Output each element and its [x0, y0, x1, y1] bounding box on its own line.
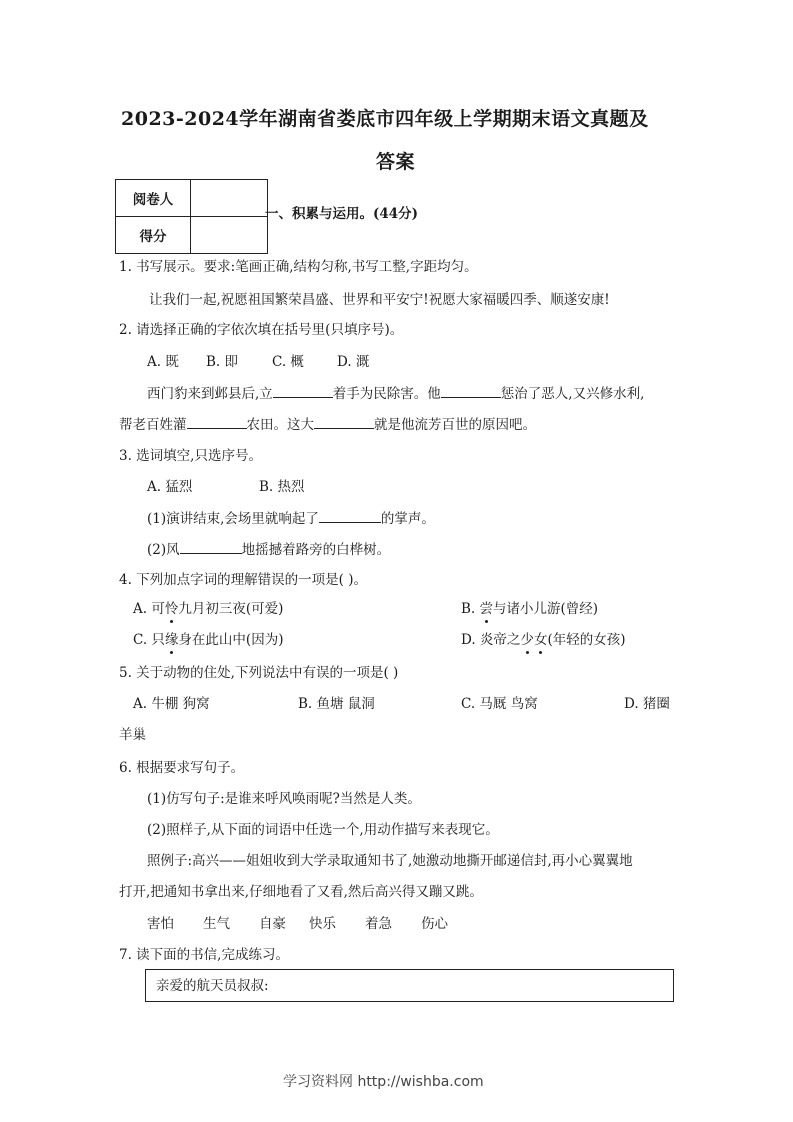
q4-text: (年轻的女孩) — [547, 632, 626, 648]
q2-text: 西门豹来到邺县后,立 — [147, 386, 273, 402]
q5-option-d-cont: 羊巢 — [119, 727, 146, 743]
q2-passage-line1 — [147, 383, 644, 404]
q2-option-d: D. 溉 — [337, 354, 370, 370]
q6-word-list — [147, 914, 461, 934]
score-label: 得分 — [116, 217, 191, 254]
word-item: 伤心 — [421, 916, 448, 932]
letter-box — [145, 969, 674, 1002]
q2-option-c: C. 概 — [272, 354, 304, 370]
q1-text: 让我们一起,祝愿祖国繁荣昌盛、世界和平安宁!祝愿大家福暖四季、顺遂安康! — [149, 292, 610, 308]
q2-stem: 2. 请选择正确的字依次填在括号里(只填序号)。 — [119, 322, 404, 338]
q2-text: 帮老百姓灌 — [119, 417, 187, 433]
q4-text: 身在此山中(因为) — [178, 632, 284, 648]
page-title: 2023-2024学年湖南省娄底市四年级上学期期末语文真题及 — [121, 108, 649, 130]
q5-stem: 5. 关于动物的住处,下列说法中有误的一项是( ) — [119, 665, 399, 681]
answer-blank[interactable] — [441, 383, 501, 398]
q4-text: C. 只 — [133, 632, 165, 648]
q4-text: 与诸小儿游(曾经) — [493, 601, 599, 617]
q6-stem: 6. 根据要求写句子。 — [119, 760, 245, 776]
q2-option-a: A. 既 — [147, 354, 179, 370]
q6-example-line1: 照例子:高兴——姐姐收到大学录取通知书了,她激动地撕开邮递信封,再小心翼翼地 — [147, 853, 633, 869]
word-item: 害怕 — [147, 916, 174, 932]
q2-passage-line2 — [119, 414, 536, 435]
q3-option-a: A. 猛烈 — [147, 479, 193, 495]
answer-blank[interactable] — [319, 508, 381, 523]
word-item: 自豪 — [259, 916, 286, 932]
dotted-char: 尝 — [479, 601, 494, 617]
q4-text: B. — [461, 601, 480, 617]
dotted-char: 女 — [533, 632, 548, 648]
q3-sentence-1 — [147, 508, 435, 529]
q4-stem: 4. 下列加点字词的理解错误的一项是( )。 — [119, 572, 367, 588]
q3-sentence-2 — [147, 539, 390, 560]
word-item: 着急 — [365, 916, 392, 932]
q3-text: (1)演讲结束,会场里就响起了 — [147, 511, 319, 527]
score-field[interactable] — [191, 217, 268, 254]
q2-text: 农田。这大 — [246, 417, 314, 433]
q3-text: 地摇撼着路旁的白桦树。 — [241, 542, 391, 558]
q1-stem: 1. 书写展示。要求:笔画正确,结构匀称,书写工整,字距均匀。 — [119, 259, 478, 275]
q4-text: 九月初三夜(可爱) — [178, 601, 284, 617]
q7-stem: 7. 读下面的书信,完成练习。 — [119, 947, 289, 963]
footer-watermark: 学习资料网 http://wishba.com — [283, 1074, 484, 1090]
q6-example-line2: 打开,把通知书拿出来,仔细地看了又看,然后高兴得又蹦又跳。 — [119, 884, 483, 900]
q3-stem: 3. 选词填空,只选序号。 — [119, 448, 262, 464]
q5-option-a: A. 牛棚 狗窝 — [133, 696, 210, 712]
reviewer-field[interactable] — [191, 180, 268, 217]
q5-option-c: C. 马厩 鸟窝 — [461, 696, 538, 712]
letter-greeting: 亲爱的航天员叔叔: — [156, 978, 269, 994]
q4-option-b — [461, 599, 598, 619]
dotted-char: 怜 — [164, 601, 179, 617]
score-table — [115, 179, 268, 254]
q2-option-b: B. 即 — [206, 354, 239, 370]
page-title-cont: 答案 — [376, 151, 416, 173]
q6-sentence-1: (1)仿写句子:是谁来呼风唤雨呢?当然是人类。 — [147, 791, 421, 807]
q5-option-b: B. 鱼塘 鼠洞 — [298, 696, 375, 712]
q4-text: A. 可 — [133, 601, 165, 617]
q4-option-c — [133, 630, 283, 650]
q3-text: 的掌声。 — [380, 511, 435, 527]
reviewer-label: 阅卷人 — [116, 180, 191, 217]
answer-blank[interactable] — [187, 414, 247, 429]
q2-text: 惩治了恶人,又兴修水利, — [500, 386, 645, 402]
answer-blank[interactable] — [273, 383, 333, 398]
q2-text: 着手为民除害。他 — [332, 386, 441, 402]
q3-text: (2)风 — [147, 542, 180, 558]
q5-option-d: D. 猪圈 — [624, 696, 670, 712]
q4-text: D. 炎帝之 — [461, 632, 521, 648]
q4-option-d — [461, 630, 625, 650]
q4-option-a — [133, 599, 283, 619]
q6-sentence-2: (2)照样子,从下面的词语中任选一个,用动作描写来表现它。 — [147, 822, 499, 838]
section-heading: 一、积累与运用。(44分) — [265, 206, 419, 222]
q3-option-b: B. 热烈 — [259, 479, 305, 495]
word-item: 生气 — [203, 916, 230, 932]
dotted-char: 少 — [520, 632, 534, 648]
dotted-char: 缘 — [164, 632, 179, 648]
answer-blank[interactable] — [314, 414, 374, 429]
word-item: 快乐 — [309, 916, 336, 932]
q2-text: 就是他流芳百世的原因吧。 — [374, 417, 536, 433]
answer-blank[interactable] — [180, 539, 242, 554]
